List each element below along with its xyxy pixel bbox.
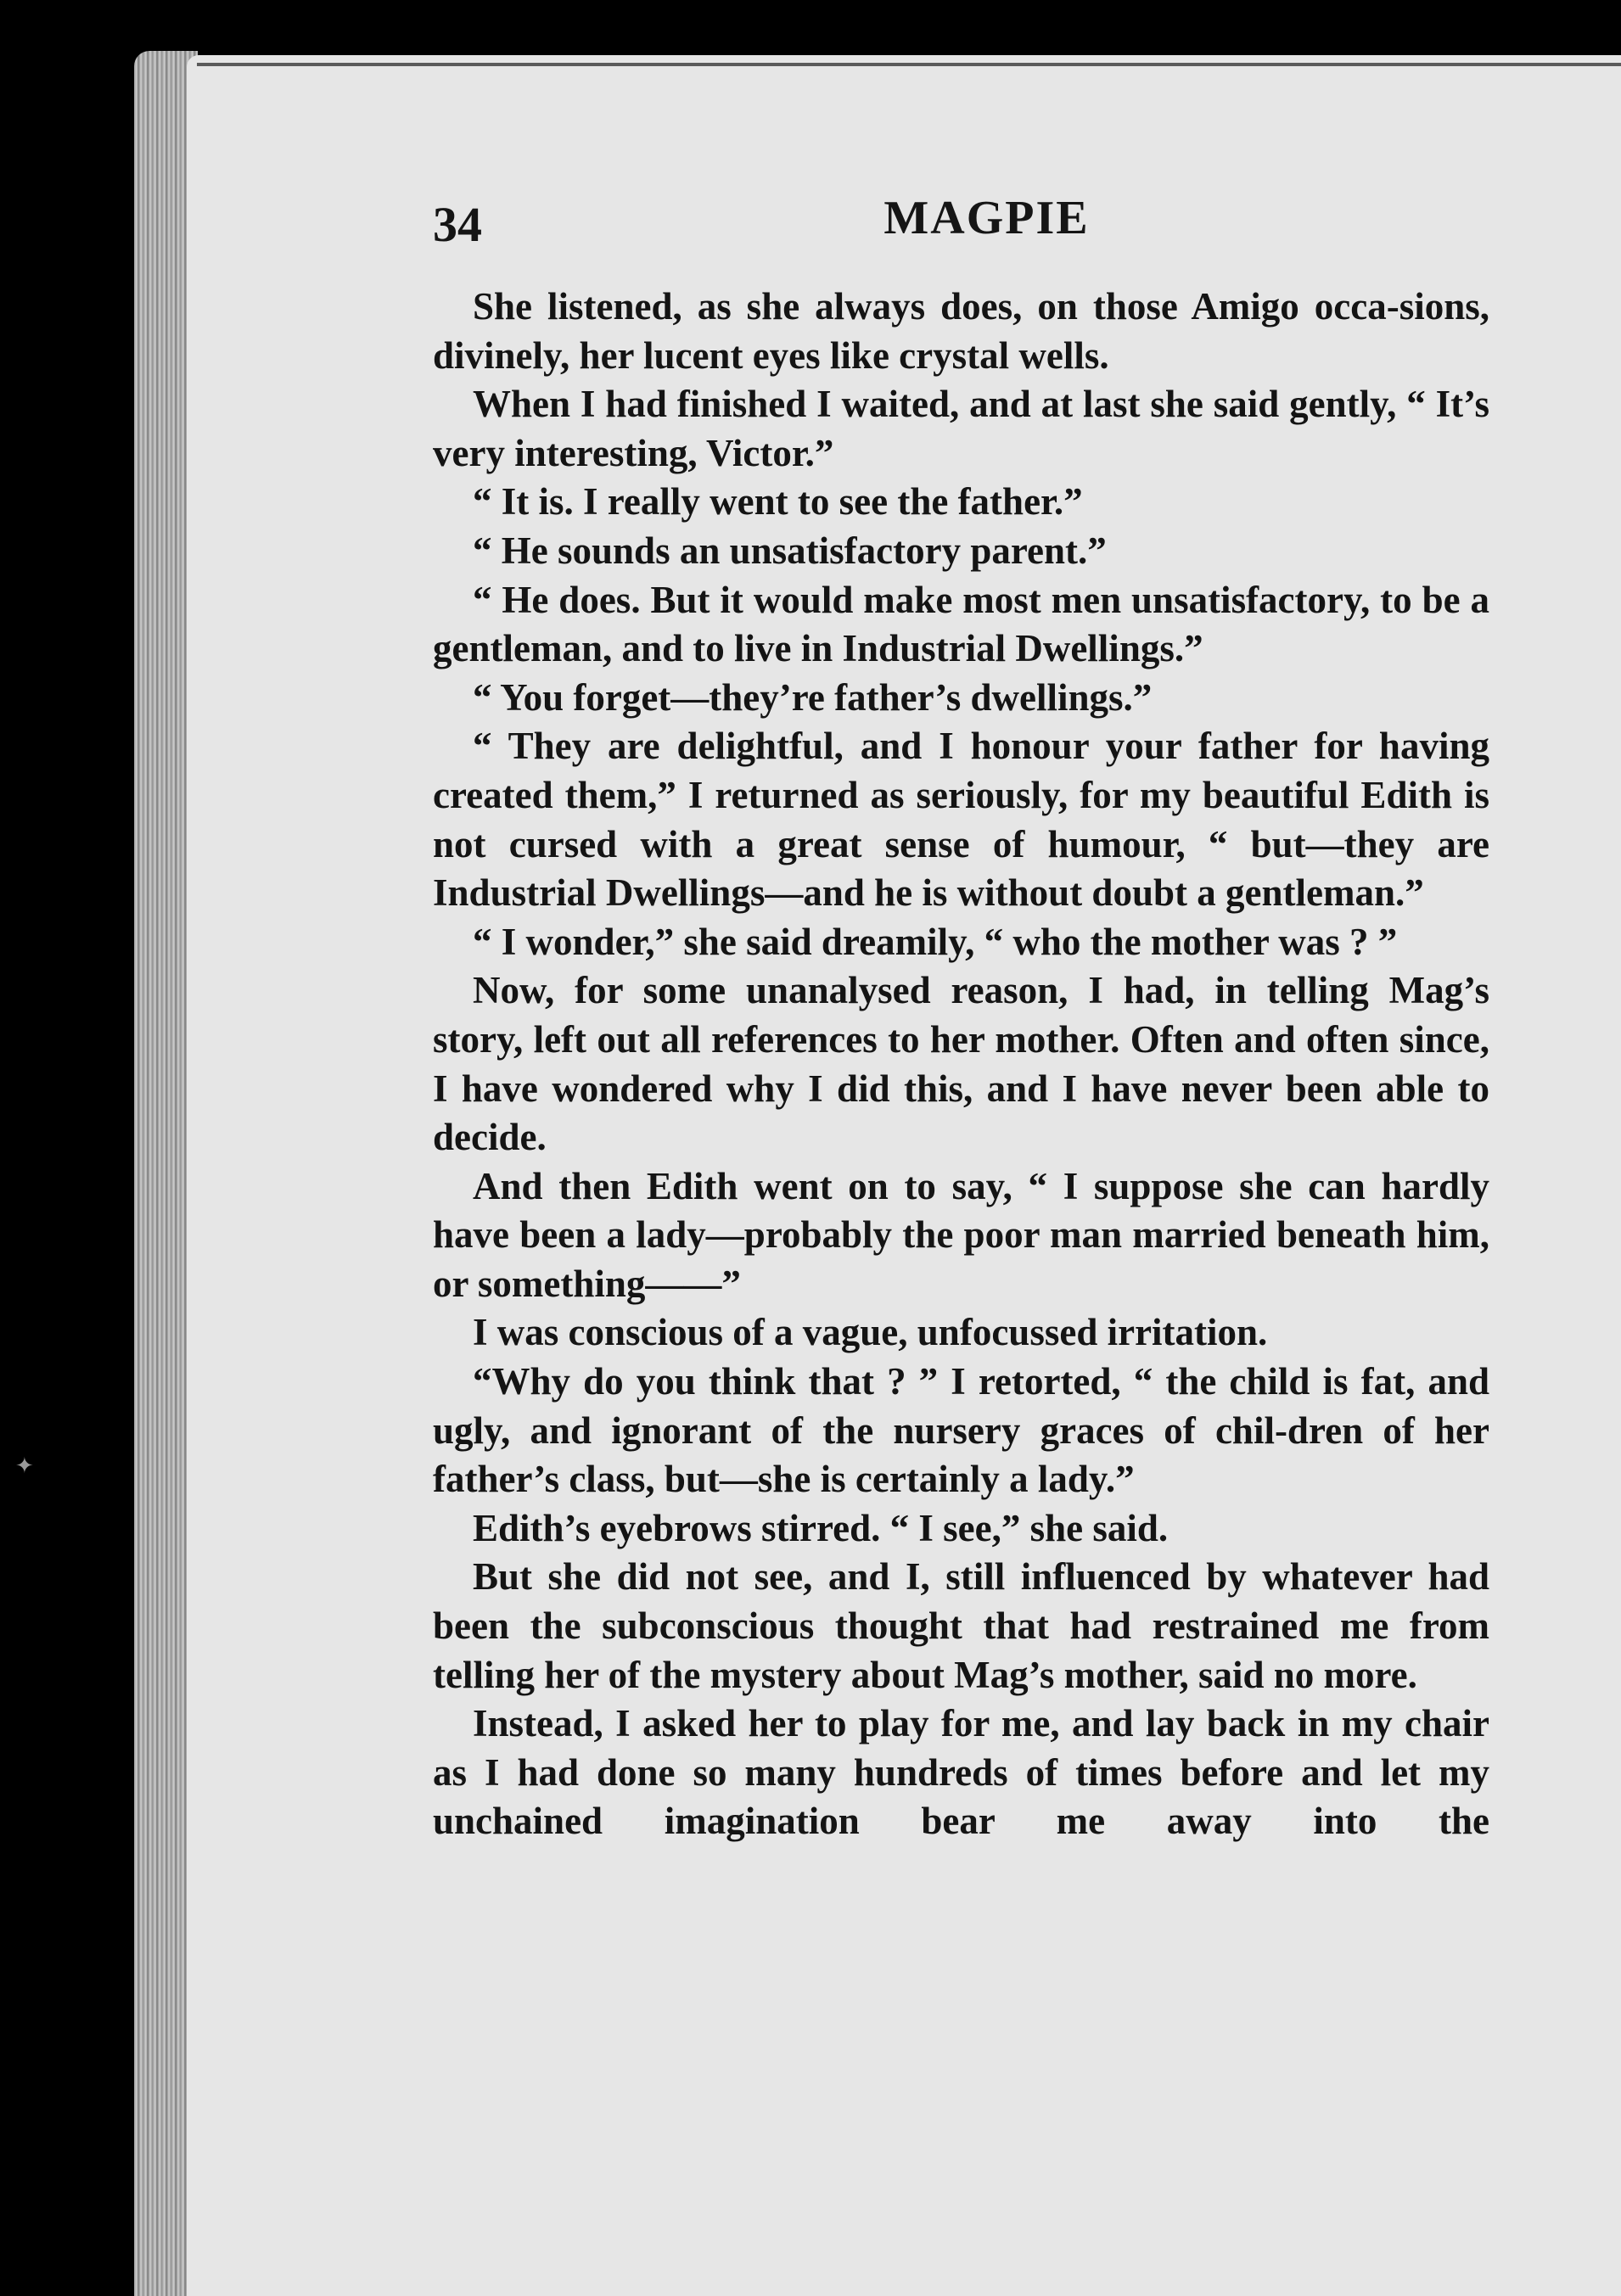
running-title: MAGPIE [883,192,1090,244]
paragraph: Instead, I asked her to play for me, and lay back in my chair as I had done so many hundreds of times before and let my unchained imagination bear me away into the [433,1702,1489,1843]
paragraph: “Why do you think that ? ” I retorted, “ the child is fat, and ugly, and ignorant of the nursery graces of chil-dren of her father’s class, but—she is certainly a lady.” [433,1360,1489,1501]
paragraph: But she did not see, and I, still influenced by whatever had been the subconscious thought that had restrained me from telling her of the mystery about Mag’s mother, said no more. [433,1555,1489,1696]
paragraph: Now, for some unanalysed reason, I had, in telling Mag’s story, left out all references to her mother. Often and often since, I have wondered why I did this, and I have never been able to decide. [433,969,1489,1159]
paragraph: “ They are delightful, and I honour your father for having created them,” I returned as seriously, for my beautiful Edith is not cursed with a great sense of humour, “ but—they are Industrial Dwellings—and he is without doubt a gentleman.” [433,725,1489,915]
paragraph: “ I wonder,” she said dreamily, “ who the mother was ? ” [473,920,1398,963]
paragraph: And then Edith went on to say, “ I suppose she can hardly have been a lady—probably the poor man married beneath him, or something——” [433,1164,1489,1305]
paragraph: I was conscious of a vague, unfocussed irritation. [473,1311,1268,1354]
paragraph: “ He sounds an unsatisfactory parent.” [473,529,1107,572]
page-header [433,191,1489,250]
margin-speck: ✦ [15,1453,34,1479]
paragraph: When I had finished I waited, and at last she said gently, “ It’s very interesting, Victor.” [433,383,1489,474]
body-text [433,283,1489,1846]
paragraph: She listened, as she always does, on those Amigo occa-sions, divinely, her lucent eyes like crystal wells. [433,285,1489,377]
paragraph: Edith’s eyebrows stirred. “ I see,” she said. [473,1506,1169,1549]
paragraph: “ You forget—they’re father’s dwellings.” [473,675,1153,719]
paragraph: “ It is. I really went to see the father.” [473,480,1083,524]
page-top-edge [197,63,1621,66]
page-number: 34 [433,197,482,252]
paragraph: “ He does. But it would make most men unsatisfactory, to be a gentleman, and to live in Industrial Dwellings.” [433,578,1489,670]
